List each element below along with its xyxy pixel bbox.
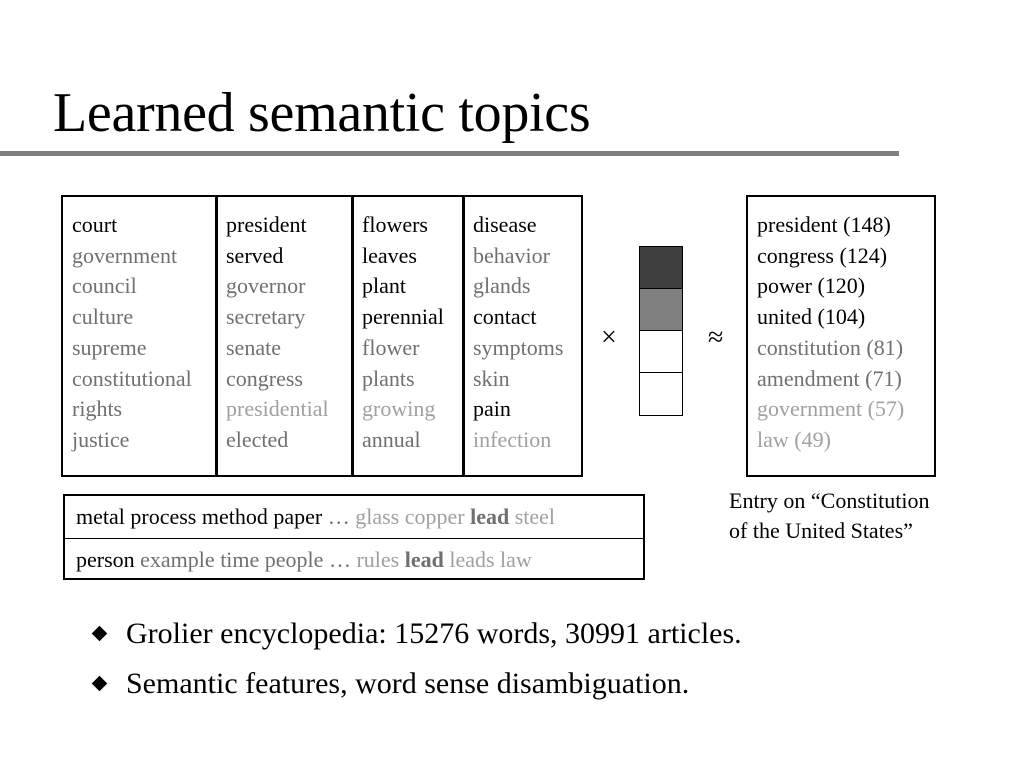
topic-word: symptoms bbox=[473, 334, 564, 360]
document-word-count: amendment (71) bbox=[757, 365, 902, 391]
sense-token: leads bbox=[449, 547, 495, 572]
bullet-text: Semantic features, word sense disambiguation. bbox=[126, 667, 690, 700]
topic-word: constitutional bbox=[72, 365, 192, 391]
topic-word: perennial bbox=[362, 304, 444, 330]
topic-word: president bbox=[226, 212, 307, 237]
sense-token: time bbox=[220, 547, 260, 572]
sense-token: example bbox=[140, 547, 215, 572]
document-word-count: constitution (81) bbox=[757, 334, 904, 360]
approx-operator: ≈ bbox=[708, 322, 724, 353]
topic-word: growing bbox=[362, 396, 436, 422]
topic-word: leaves bbox=[362, 242, 417, 268]
document-word-counts bbox=[746, 195, 936, 477]
topic-word: elected bbox=[226, 426, 289, 452]
sense-token: law bbox=[500, 547, 532, 572]
document-word-count: congress (124) bbox=[757, 242, 888, 268]
topic-word: supreme bbox=[72, 334, 147, 360]
word-sense-row-2 bbox=[65, 538, 643, 580]
topic-column-4 bbox=[462, 195, 583, 477]
document-word-count: law (49) bbox=[757, 426, 831, 452]
document-word-count: government (57) bbox=[757, 396, 905, 422]
bullet-list bbox=[90, 612, 742, 712]
topic-word: governor bbox=[226, 273, 306, 299]
topic-weight-cell bbox=[640, 289, 682, 331]
topic-word: skin bbox=[473, 365, 510, 391]
sense-token: … bbox=[327, 504, 350, 529]
topic-column-2 bbox=[215, 195, 354, 477]
caption-line-1: Entry on “Constitution bbox=[729, 488, 930, 513]
topic-word: flower bbox=[362, 334, 420, 360]
topic-word: court bbox=[72, 212, 118, 237]
topic-word: government bbox=[72, 242, 178, 268]
sense-token: copper bbox=[404, 504, 465, 529]
topic-word: flowers bbox=[362, 212, 428, 237]
diamond-bullet-icon bbox=[92, 626, 108, 642]
sense-token: people bbox=[264, 547, 324, 572]
topic-word: plants bbox=[362, 365, 415, 391]
word-sense-row-1 bbox=[65, 496, 643, 538]
topic-word: contact bbox=[473, 304, 537, 330]
word-sense-table bbox=[63, 494, 645, 580]
topic-word: glands bbox=[473, 273, 531, 299]
topic-word: served bbox=[226, 242, 284, 268]
topic-word: rights bbox=[72, 396, 123, 422]
topic-weight-cell bbox=[640, 373, 682, 415]
sense-token: paper bbox=[273, 504, 323, 529]
topic-weight-cell bbox=[640, 331, 682, 373]
document-word-count: president (148) bbox=[757, 212, 891, 237]
topic-word: disease bbox=[473, 212, 537, 237]
topic-word: congress bbox=[226, 365, 303, 391]
slide-title: Learned semantic topics bbox=[53, 82, 591, 144]
sense-token: lead bbox=[404, 547, 444, 572]
bullet-item bbox=[90, 612, 742, 662]
topic-word: secretary bbox=[226, 304, 306, 330]
sense-token: person bbox=[76, 547, 135, 572]
document-word-count: power (120) bbox=[757, 273, 866, 299]
topic-word: annual bbox=[362, 426, 421, 452]
sense-token: process bbox=[130, 504, 197, 529]
caption-line-2: of the United States” bbox=[729, 518, 913, 543]
bullet-text: Grolier encyclopedia: 15276 words, 30991 articles. bbox=[126, 617, 742, 650]
topic-word: behavior bbox=[473, 242, 550, 268]
topic-word: infection bbox=[473, 426, 552, 452]
topic-word: culture bbox=[72, 304, 134, 330]
topic-column-1 bbox=[61, 195, 218, 477]
document-caption bbox=[729, 486, 929, 546]
sense-token: rules bbox=[356, 547, 400, 572]
topic-weight-vector bbox=[639, 246, 683, 416]
topic-word: plant bbox=[362, 273, 406, 299]
sense-token: steel bbox=[514, 504, 556, 529]
topic-word: presidential bbox=[226, 396, 329, 422]
diamond-bullet-icon bbox=[92, 676, 108, 692]
bullet-item bbox=[90, 662, 742, 712]
topic-word: justice bbox=[72, 426, 130, 452]
sense-token: metal bbox=[76, 504, 125, 529]
topic-weight-cell bbox=[640, 247, 682, 289]
sense-token: glass bbox=[355, 504, 400, 529]
sense-token: lead bbox=[470, 504, 510, 529]
topic-word: senate bbox=[226, 334, 281, 360]
sense-token: method bbox=[201, 504, 268, 529]
times-operator: × bbox=[601, 322, 617, 353]
document-word-count: united (104) bbox=[757, 304, 866, 330]
topic-word: council bbox=[72, 273, 137, 299]
sense-token: … bbox=[328, 547, 351, 572]
topic-column-3 bbox=[351, 195, 465, 477]
topic-word: pain bbox=[473, 396, 511, 422]
title-underline bbox=[0, 151, 899, 156]
